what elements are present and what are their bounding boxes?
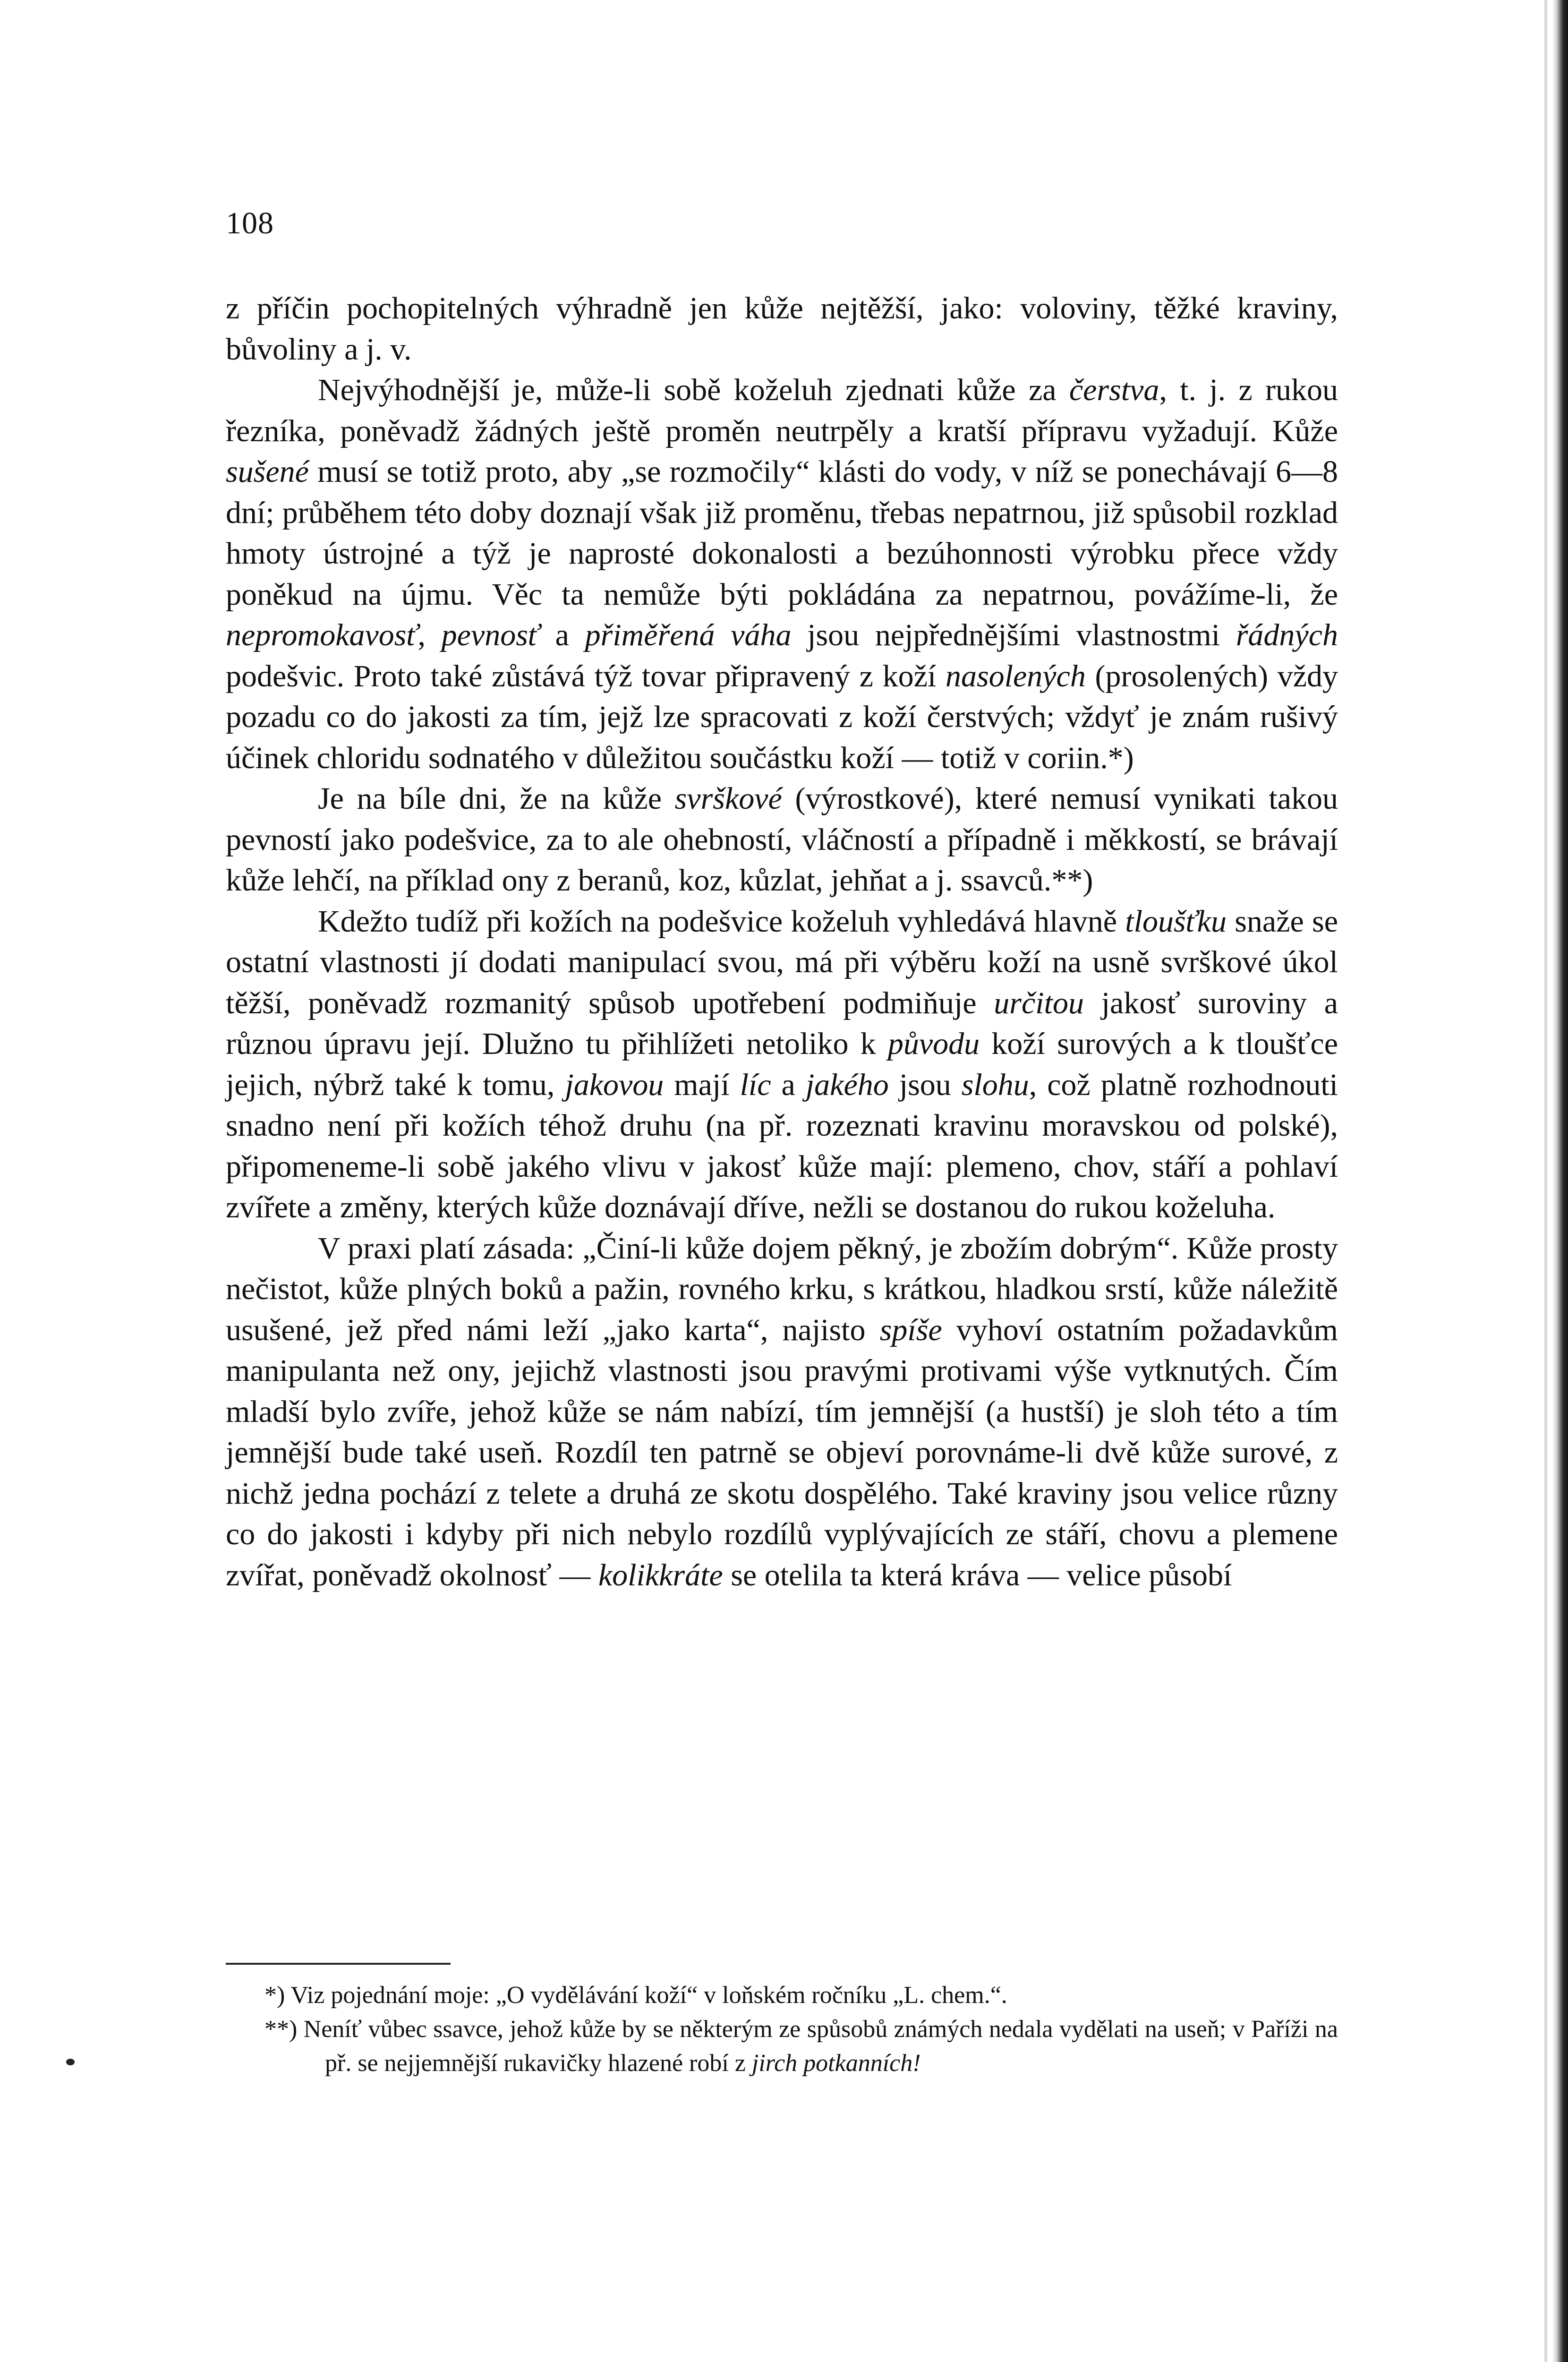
emphasis-text: určitou (994, 985, 1084, 1020)
footnote (226, 2012, 1338, 2080)
emphasis-text: pevnosť (441, 618, 539, 652)
emphasis-text: původu (887, 1027, 980, 1061)
text-run: **) Neníť vůbec ssavce, jehož kůže by se některým ze spůsobů známých nedala vydělati na useň; v Paříži na př. se nejjemnější rukavičky hlazené robí z (264, 2016, 1338, 2077)
emphasis-text: nasolených (945, 659, 1086, 693)
text-run: *) Viz pojednání moje: „O vydělávání koží“ v loňském ročníku „L. chem.“. (264, 1982, 1007, 2009)
footnote-separator (226, 1963, 451, 1965)
paragraph (226, 288, 1338, 370)
emphasis-text: kolikkráte (598, 1558, 723, 1592)
text-run: Kdežto tudíž při kožích na podešvice koželuh vyhledává hlavně (318, 904, 1125, 939)
emphasis-text: řádných (1236, 618, 1338, 652)
scan-border (1552, 0, 1568, 2362)
emphasis-text: jirch potkanních! (751, 2050, 921, 2077)
emphasis-text: jakovou (565, 1067, 664, 1102)
text-run: snaže se ostatní vlastnosti jí dodati manipulací svou, má při výběru koží na usně svrškové úkol těžší, poněvadž rozmanitý spůsob upotřebení podmiňuje (226, 904, 1338, 1020)
paragraph (226, 901, 1338, 1228)
text-run: koží surových a k tloušťce jejich, nýbrž také k tomu, (226, 1027, 1338, 1102)
text-run: z příčin pochopitelných výhradně jen kůže nejtěžší, jako: voloviny, těžké kraviny, bůvoliny a j. v. (226, 291, 1338, 367)
emphasis-text: spíše (879, 1312, 942, 1347)
emphasis-text: líc (740, 1067, 771, 1102)
emphasis-text: čerstva (1069, 373, 1159, 407)
text-run: a (539, 618, 585, 652)
text-run: se otelila ta která kráva — velice působí (723, 1558, 1232, 1592)
paragraph (226, 1228, 1338, 1596)
text-run: musí se totiž proto, aby „se rozmočily“ klásti do vody, v níž se ponechávají 6—8 dní; průběhem této doby doznají však již proměnu, třebas nepatrnou, již spůsobil rozklad hmoty ústrojné a týž je naprosté dokonalosti a bezúhonnosti výrobku přece vždy poněkud na újmu. Věc ta nemůže býti pokládána za nepatrnou, povážíme-li, že (226, 454, 1338, 612)
footnote (226, 1978, 1338, 2012)
text-run: jsou nejpřednějšími vlastnostmi (791, 618, 1236, 652)
emphasis-text: svrškové (674, 781, 782, 816)
text-run: (prosolených) vždy pozadu co do jakosti za tím, jejž lze spracovati z koží čerstvých; vždyť je znám rušivý účinek chloridu sodnatého v důležitou součástku koží — totiž v coriin.*) (226, 659, 1338, 775)
emphasis-text: slohu (961, 1067, 1029, 1102)
text-run: jsou (888, 1067, 962, 1102)
scan-shadow-line (1544, 0, 1547, 2362)
paragraph (226, 370, 1338, 779)
paragraph (226, 779, 1338, 901)
text-run: V praxi platí zásada: „Činí-li kůže dojem pěkný, je zbožím dobrým“. Kůže prosty nečistot, kůže plných boků a pažin, rovného krku, s krátkou, hladkou srstí, kůže náležitě usušené, jež před námi leží „jako karta“, najisto (226, 1231, 1338, 1347)
emphasis-text: nepromokavosť (226, 618, 418, 652)
margin-ink-dot (66, 2059, 75, 2065)
text-run: , což platně rozhodnouti snadno není při kožích téhož druhu (na př. rozeznati kravinu moravskou od polské), připomeneme-li sobě jakého vlivu v jakosť kůže mají: plemeno, chov, stáří a pohlaví zvířete a změny, kterých kůže doznávají dříve, nežli se dostanou do rukou koželuha. (226, 1067, 1338, 1224)
text-run: jakosť suroviny a různou úpravu její. Dlužno tu přihlížeti netoliko k (226, 985, 1338, 1061)
footnotes (226, 1978, 1338, 2080)
emphasis-text: jakého (805, 1067, 889, 1102)
emphasis-text: tloušťku (1125, 904, 1227, 939)
text-run: mají (664, 1067, 740, 1102)
text-run: Je na bíle dni, že na kůže (318, 781, 675, 816)
text-run: (výrostkové), které nemusí vynikati takou pevností jako podešvice, za to ale ohebností, vláčností a případně i měkkostí, se brávají kůže lehčí, na příklad ony z beranů, koz, kůzlat, jehňat a j. ssavců.**) (226, 781, 1338, 898)
emphasis-text: přiměřená váha (585, 618, 792, 652)
text-run: vyhoví ostatním požadavkům manipulanta než ony, jejichž vlastnosti jsou pravými protivami výše vytknutých. Čím mladší bylo zvíře, jehož kůže se nám nabízí, tím jemnější (a hustší) je sloh této a tím jemnější bude také useň. Rozdíl ten patrně se objeví porovnáme-li dvě kůže surové, z nichž jedna pochází z telete a druhá ze skotu dospělého. Také kraviny jsou velice různy co do jakosti i kdyby při nich nebylo rozdílů vyplývajících ze stáří, chovu a plemene zvířat, poněvadž okolnosť — (226, 1312, 1338, 1592)
text-run: a (771, 1067, 806, 1102)
text-run: podešvic. Proto také zůstává týž tovar připravený z koží (226, 659, 946, 693)
text-run: Nejvýhodnější je, může-li sobě koželuh zjednati kůže za (318, 373, 1069, 407)
text-run: , (418, 618, 442, 652)
page-number: 108 (226, 206, 274, 240)
main-text (226, 288, 1338, 1596)
emphasis-text: sušené (226, 454, 309, 489)
text-run: , t. j. z rukou řezníka, poněvadž žádných ještě proměn neutrpěly a kratší přípravu vyžadují. Kůže (226, 373, 1338, 448)
